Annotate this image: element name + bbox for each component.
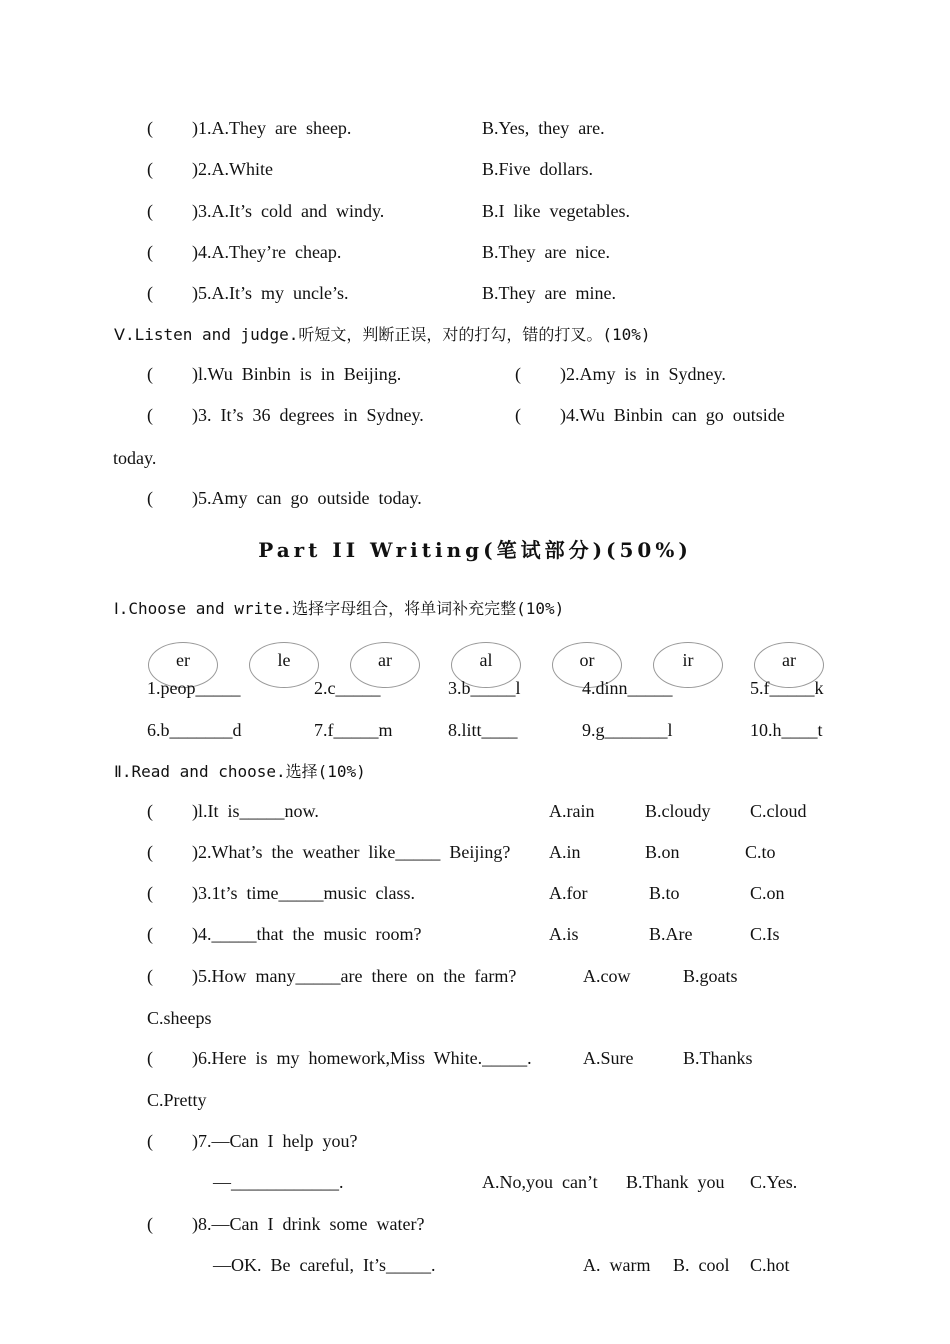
fill-word[interactable]: 4.dinn_____ — [582, 678, 673, 698]
answer-paren[interactable]: ( — [147, 842, 153, 862]
question-text: )5.How many_____are there on the farm? — [192, 966, 517, 986]
answer-paren[interactable]: ( — [147, 405, 153, 425]
option-b: B.Thanks — [683, 1048, 753, 1068]
question-text: )1.A.They are sheep. — [192, 118, 352, 138]
answer-paren[interactable]: ( — [147, 801, 153, 821]
answer-paren[interactable]: ( — [147, 242, 153, 262]
option-a: A.in — [549, 842, 581, 862]
fill-word[interactable]: 5.f_____k — [750, 678, 824, 698]
option-letters: ir — [682, 650, 694, 670]
option-b: B.on — [645, 842, 680, 862]
option-b: B.Thank you — [626, 1172, 725, 1192]
option-a: A.No,you can’t — [482, 1172, 598, 1192]
fill-word[interactable]: 9.g_______l — [582, 720, 673, 740]
option-b: B.They are mine. — [482, 283, 616, 303]
section-v-heading: Ⅴ.Listen and judge.听短文，判断正误，对的打勾，错的打叉。(10%) — [114, 325, 651, 344]
dialogue-response: —____________. — [213, 1172, 344, 1192]
option-letters: al — [479, 650, 493, 670]
option-c: C.Pretty — [147, 1090, 207, 1110]
option-a: A.cow — [583, 966, 631, 986]
option-b: B.goats — [683, 966, 738, 986]
option-letters: le — [277, 650, 291, 670]
option-b: B.Five dollars. — [482, 159, 593, 179]
fill-word[interactable]: 10.h____t — [750, 720, 823, 740]
option-a: A.Sure — [583, 1048, 634, 1068]
option-a: A. warm — [583, 1255, 651, 1275]
question-text: )6.Here is my homework,Miss White._____. — [192, 1048, 532, 1068]
option-a: A.rain — [549, 801, 595, 821]
option-c: C.on — [750, 883, 785, 903]
answer-paren[interactable]: ( — [147, 159, 153, 179]
question-text: )5.A.It’s my uncle’s. — [192, 283, 349, 303]
answer-paren[interactable]: ( — [147, 966, 153, 986]
option-c: C.Is — [750, 924, 780, 944]
answer-paren[interactable]: ( — [147, 1214, 153, 1234]
option-c: C.sheeps — [147, 1008, 212, 1028]
question-text: )3.A.It’s cold and windy. — [192, 201, 385, 221]
option-b: B.cloudy — [645, 801, 711, 821]
fill-word[interactable]: 7.f_____m — [314, 720, 393, 740]
answer-paren[interactable]: ( — [147, 118, 153, 138]
option-letters: ar — [782, 650, 796, 670]
answer-paren[interactable]: ( — [515, 364, 521, 384]
answer-paren[interactable]: ( — [147, 883, 153, 903]
option-c: C.cloud — [750, 801, 807, 821]
option-c: C.to — [745, 842, 776, 862]
question-text: )4.A.They’re cheap. — [192, 242, 342, 262]
fill-word[interactable]: 1.peop_____ — [147, 678, 241, 698]
question-text: )3.1t’s time_____music class. — [192, 883, 415, 903]
answer-paren[interactable]: ( — [147, 1131, 153, 1151]
dialogue-response: —OK. Be careful, It’s_____. — [213, 1255, 436, 1275]
answer-paren[interactable]: ( — [147, 283, 153, 303]
answer-paren[interactable]: ( — [147, 1048, 153, 1068]
question-text: )l.Wu Binbin is in Beijing. — [192, 364, 402, 384]
option-b: B.Yes, they are. — [482, 118, 605, 138]
question-continuation: today. — [113, 448, 157, 468]
question-text: )3. It’s 36 degrees in Sydney. — [192, 405, 424, 425]
fill-word[interactable]: 3.b_____l — [448, 678, 521, 698]
option-letters: ar — [378, 650, 392, 670]
answer-paren[interactable]: ( — [147, 924, 153, 944]
fill-word[interactable]: 6.b_______d — [147, 720, 242, 740]
option-c: C.hot — [750, 1255, 790, 1275]
option-b: B. cool — [673, 1255, 730, 1275]
fill-word[interactable]: 2.c_____ — [314, 678, 381, 698]
option-c: C.Yes. — [750, 1172, 798, 1192]
part-title: Part II Writing(笔试部分)(50%) — [258, 538, 692, 562]
option-letters: or — [579, 650, 595, 670]
option-b: B.I like vegetables. — [482, 201, 630, 221]
answer-paren[interactable]: ( — [147, 488, 153, 508]
question-text: )5.Amy can go outside today. — [192, 488, 422, 508]
option-letters: er — [176, 650, 190, 670]
answer-paren[interactable]: ( — [147, 364, 153, 384]
question-text: )2.Amy is in Sydney. — [560, 364, 726, 384]
answer-paren[interactable]: ( — [515, 405, 521, 425]
section-i-heading: Ⅰ.Choose and write.选择字母组合，将单词补充完整(10%) — [114, 599, 565, 618]
question-text: )4.Wu Binbin can go outside — [560, 405, 785, 425]
fill-word[interactable]: 8.litt____ — [448, 720, 518, 740]
question-text: )7.—Can I help you? — [192, 1131, 358, 1151]
answer-paren[interactable]: ( — [147, 201, 153, 221]
option-a: A.for — [549, 883, 588, 903]
question-text: )2.What’s the weather like_____ Beijing? — [192, 842, 511, 862]
question-text: )4._____that the music room? — [192, 924, 422, 944]
section-ii-heading: Ⅱ.Read and choose.选择(10%) — [114, 762, 366, 781]
question-text: )8.—Can I drink some water? — [192, 1214, 425, 1234]
option-b: B.Are — [649, 924, 693, 944]
option-a: A.is — [549, 924, 579, 944]
question-text: )l.It is_____now. — [192, 801, 319, 821]
question-text: )2.A.White — [192, 159, 273, 179]
option-b: B.to — [649, 883, 680, 903]
option-b: B.They are nice. — [482, 242, 610, 262]
